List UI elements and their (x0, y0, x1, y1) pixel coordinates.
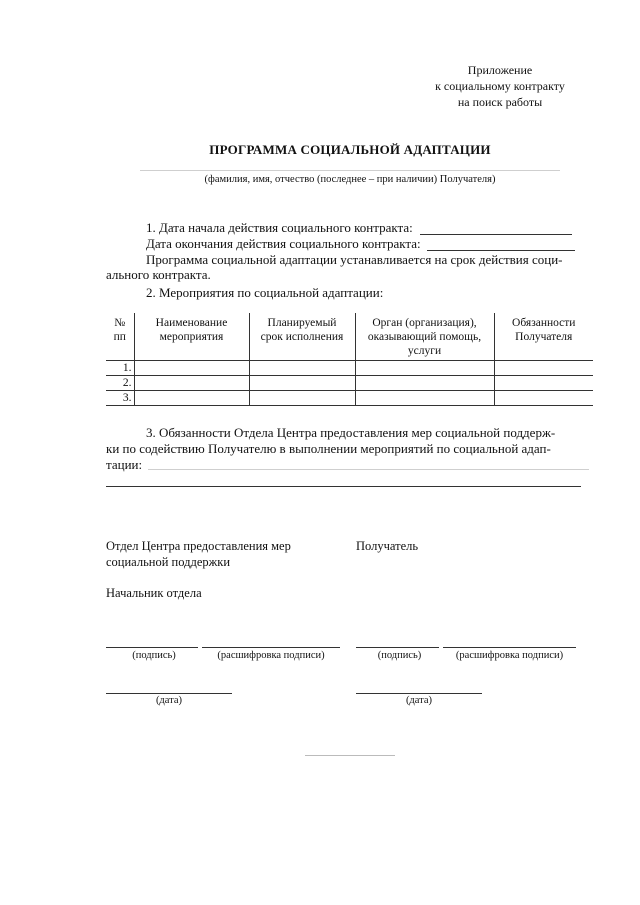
head-decode-caption: (расшифровка подписи) (217, 650, 325, 661)
row-number: 3. (106, 391, 134, 406)
event-name-cell[interactable] (134, 361, 249, 376)
recipient-name-field[interactable] (140, 169, 560, 171)
head-date-field[interactable] (106, 692, 232, 694)
row-number: 2. (106, 376, 134, 391)
appendix-header (410, 62, 590, 110)
recipient-duties-cell[interactable] (494, 361, 593, 376)
header-duties-line-1: Обязанности (512, 317, 576, 329)
header-organization-line-2: оказывающий помощь, (367, 331, 482, 343)
table-row (106, 376, 593, 391)
appendix-line-2: к социальному контракту (435, 79, 565, 93)
header-duties-line-2: Получателя (515, 331, 573, 343)
recipient-decode-caption: (расшифровка подписи) (455, 650, 564, 661)
term-line-1: Программа социальной адаптации устанавливается на срок действия соци- (146, 252, 563, 267)
section-3-line-2: ки по содействию Получателю в выполнении мероприятий по социальной адап- (106, 441, 551, 456)
table-row (106, 361, 593, 376)
header-event-name-line-1: Наименование (155, 317, 228, 329)
organization-cell[interactable] (355, 376, 494, 391)
footer-separator (305, 754, 395, 756)
start-date-label: 1. Дата начала действия социального контракта: (146, 220, 413, 235)
planned-term-cell[interactable] (249, 361, 355, 376)
term-line-2: ального контракта. (106, 267, 211, 282)
header-event-name (134, 313, 249, 361)
planned-term-cell[interactable] (249, 376, 355, 391)
document-title: ПРОГРАММА СОЦИАЛЬНОЙ АДАПТАЦИИ (209, 142, 491, 157)
recipient-signature-field[interactable] (356, 646, 439, 648)
recipient-signature-decode-field[interactable] (443, 646, 576, 648)
header-number (106, 313, 134, 361)
end-date-row (146, 236, 596, 251)
organization-cell[interactable] (355, 361, 494, 376)
header-number-line-1: № (114, 317, 126, 329)
header-organization-line-3: услуги (407, 345, 442, 357)
duties-field-line-1[interactable] (148, 468, 589, 470)
section-3-line-1: 3. Обязанности Отдела Центра предоставления мер социальной поддерж- (146, 425, 556, 440)
event-name-cell[interactable] (134, 376, 249, 391)
appendix-line-3: на поиск работы (457, 95, 543, 109)
center-department-line-2: социальной поддержки (106, 555, 231, 569)
recipient-label: Получатель (356, 539, 419, 553)
header-recipient-duties (494, 313, 593, 361)
recipient-duties-cell[interactable] (494, 391, 593, 406)
head-signature-caption: (подпись) (132, 650, 176, 661)
planned-term-cell[interactable] (249, 391, 355, 406)
table-row (106, 391, 593, 406)
recipient-duties-cell[interactable] (494, 376, 593, 391)
organization-cell[interactable] (355, 391, 494, 406)
head-signature-decode-field[interactable] (202, 646, 340, 648)
start-date-field[interactable] (420, 222, 572, 235)
recipient-date-caption: (дата) (405, 695, 433, 706)
end-date-field[interactable] (427, 238, 575, 251)
header-organization (355, 313, 494, 361)
header-number-line-2: пп (113, 331, 126, 343)
section-2-label: 2. Мероприятия по социальной адаптации: (146, 285, 384, 300)
header-planned-term (249, 313, 355, 361)
events-table (106, 313, 593, 406)
header-event-name-line-2: мероприятия (159, 331, 224, 343)
header-planned-term-line-2: срок исполнения (260, 331, 344, 343)
appendix-line-1: Приложение (467, 63, 533, 77)
table-header-row (106, 313, 593, 361)
header-organization-line-1: Орган (организация), (372, 317, 477, 329)
duties-field-line-2[interactable] (106, 485, 581, 487)
head-signature-field[interactable] (106, 646, 198, 648)
header-planned-term-line-1: Планируемый (267, 317, 337, 329)
recipient-date-field[interactable] (356, 692, 482, 694)
recipient-name-caption: (фамилия, имя, отчество (последнее – при наличии) Получателя) (204, 174, 496, 185)
center-department-line-1: Отдел Центра предоставления мер (106, 539, 291, 553)
department-head-label: Начальник отдела (106, 586, 202, 600)
end-date-label: Дата окончания действия социального контракта: (146, 236, 421, 251)
row-number: 1. (106, 361, 134, 376)
event-name-cell[interactable] (134, 391, 249, 406)
section-3-line-3: тации: (106, 457, 143, 472)
recipient-signature-caption: (подпись) (377, 650, 422, 661)
start-date-row (146, 220, 596, 235)
head-date-caption: (дата) (155, 695, 183, 706)
center-department-label (106, 538, 291, 570)
